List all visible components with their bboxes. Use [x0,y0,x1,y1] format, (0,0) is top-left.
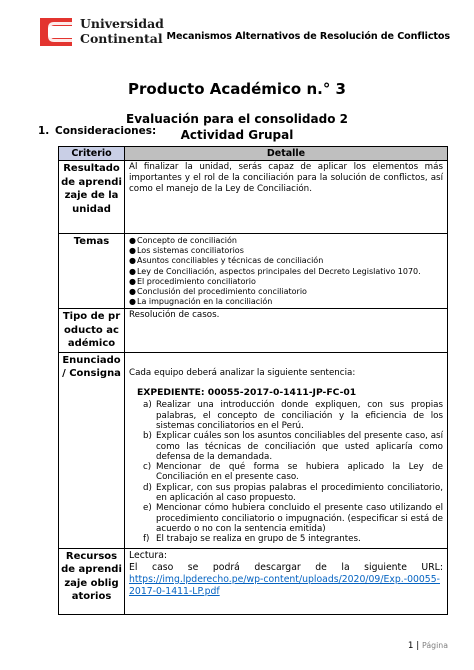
list-item-text: El trabajo se realiza en grupo de 5 integrantes. [156,534,361,545]
list-item-letter: e) [143,503,152,514]
section-number: 1. [38,125,50,137]
university-logo-icon [38,16,74,48]
list-item [143,483,443,504]
list-item [143,534,443,544]
list-item: ● Concepto de conciliación [129,236,443,246]
row-label-tipo: Tipo de producto académico [59,309,125,353]
university-name [80,16,164,46]
row-label-recursos: Recursos de aprendizaje obligatorios [59,548,125,614]
temas-list [129,236,443,307]
row-value-recursos [125,548,448,614]
case-download-link[interactable]: https://img.lpderecho.pe/wp-content/uploads/2020/09/Exp.-00055-2017-0-1411-LP.pdf [129,573,440,597]
section-heading [38,125,156,137]
table-row-resultado [59,161,448,234]
enunciado-intro: Cada equipo deberá analizar la siguiente sentencia: [129,367,356,378]
list-item-letter: c) [143,462,152,473]
page-header [38,14,450,54]
list-item-text: Realizar una introducción donde expliquen, con sus propias palabras, el concepto de conciliación y la eficiencia de los sistemas conciliatorios en el Perú. [156,400,443,431]
row-value-temas [125,234,448,309]
list-item-letter: b) [143,431,152,442]
document-title: Producto Académico n.° 3 [128,80,346,98]
list-item: ● La impugnación en la conciliación [129,297,443,307]
list-item: ● Ley de Conciliación, aspectos principales del Decreto Legislativo 1070. [129,267,443,277]
recursos-text: El caso se podrá descargar de la siguiente URL: [129,561,443,573]
list-item-text: Explicar cuáles son los asuntos conciliables del presente caso, así como las técnicas de conciliación que usted aplicaría como defensa de la demandada. [156,431,443,462]
page-number: 1 [407,641,414,651]
document-subtitle: Evaluación para el consolidado 2 [126,112,348,126]
table-row-enunciado [59,352,448,548]
row-label-temas: Temas [59,234,125,309]
list-item: ● Conclusión del procedimiento conciliatorio [129,287,443,297]
list-item-text: Mencionar cómo hubiera concluido el presente caso utilizando el procedimiento conciliatorio o impugnación. (especificar si está de acuerdo o no con la sentencia emitida) [156,503,443,534]
list-item-text: Explicar, con sus propias palabras el procedimiento conciliatorio, en aplicación al caso propuesto. [156,482,443,503]
section-title: Consideraciones: [55,125,157,137]
list-item-letter: d) [143,482,152,493]
list-item: ● Asuntos conciliables y técnicas de conciliación [129,256,443,266]
university-name-line1: Universidad [80,16,164,31]
course-title: Mecanismos Alternativos de Resolución de Conflictos [166,31,450,42]
university-name-line2: Continental [80,31,163,46]
list-item-letter: a) [143,400,152,411]
list-item-letter: f) [143,534,150,545]
document-subtitle-activity: Actividad Grupal [180,128,294,142]
considerations-table [58,146,448,615]
footer-separator: | [416,641,420,651]
list-item-text: Mencionar de qué forma se hubiera aplicado la Ley de Conciliación en el presente caso. [156,462,443,483]
list-item [143,431,443,462]
list-item [143,400,443,431]
row-label-resultado: Resultado de aprendizaje de la unidad [59,161,125,234]
table-row-tipo [59,309,448,353]
page-label: Página [422,641,448,650]
table-header-row [59,147,448,161]
recursos-lectura: Lectura: [129,549,168,561]
row-value-resultado: Al finalizar la unidad, serás capaz de aplicar los elementos más importantes y el rol de la conciliación para la solución de conflictos, así como el manejo de la Ley de Conciliación. [125,161,448,234]
list-item [143,462,443,483]
expediente-number: EXPEDIENTE: 00055-2017-0-1411-JP-FC-01 [137,387,357,399]
page-footer [408,641,448,651]
list-item: ● Los sistemas conciliatorios [129,246,443,256]
column-header-criterio: Criterio [59,147,125,161]
list-item: ● El procedimiento conciliatorio [129,277,443,287]
table-row-temas [59,234,448,309]
row-value-enunciado [125,352,448,548]
list-item [143,503,443,534]
consigna-list [143,400,443,544]
row-value-tipo: Resolución de casos. [125,309,448,353]
column-header-detalle: Detalle [125,147,448,161]
table-row-recursos [59,548,448,614]
row-label-enunciado: Enunciado / Consigna [59,352,125,548]
